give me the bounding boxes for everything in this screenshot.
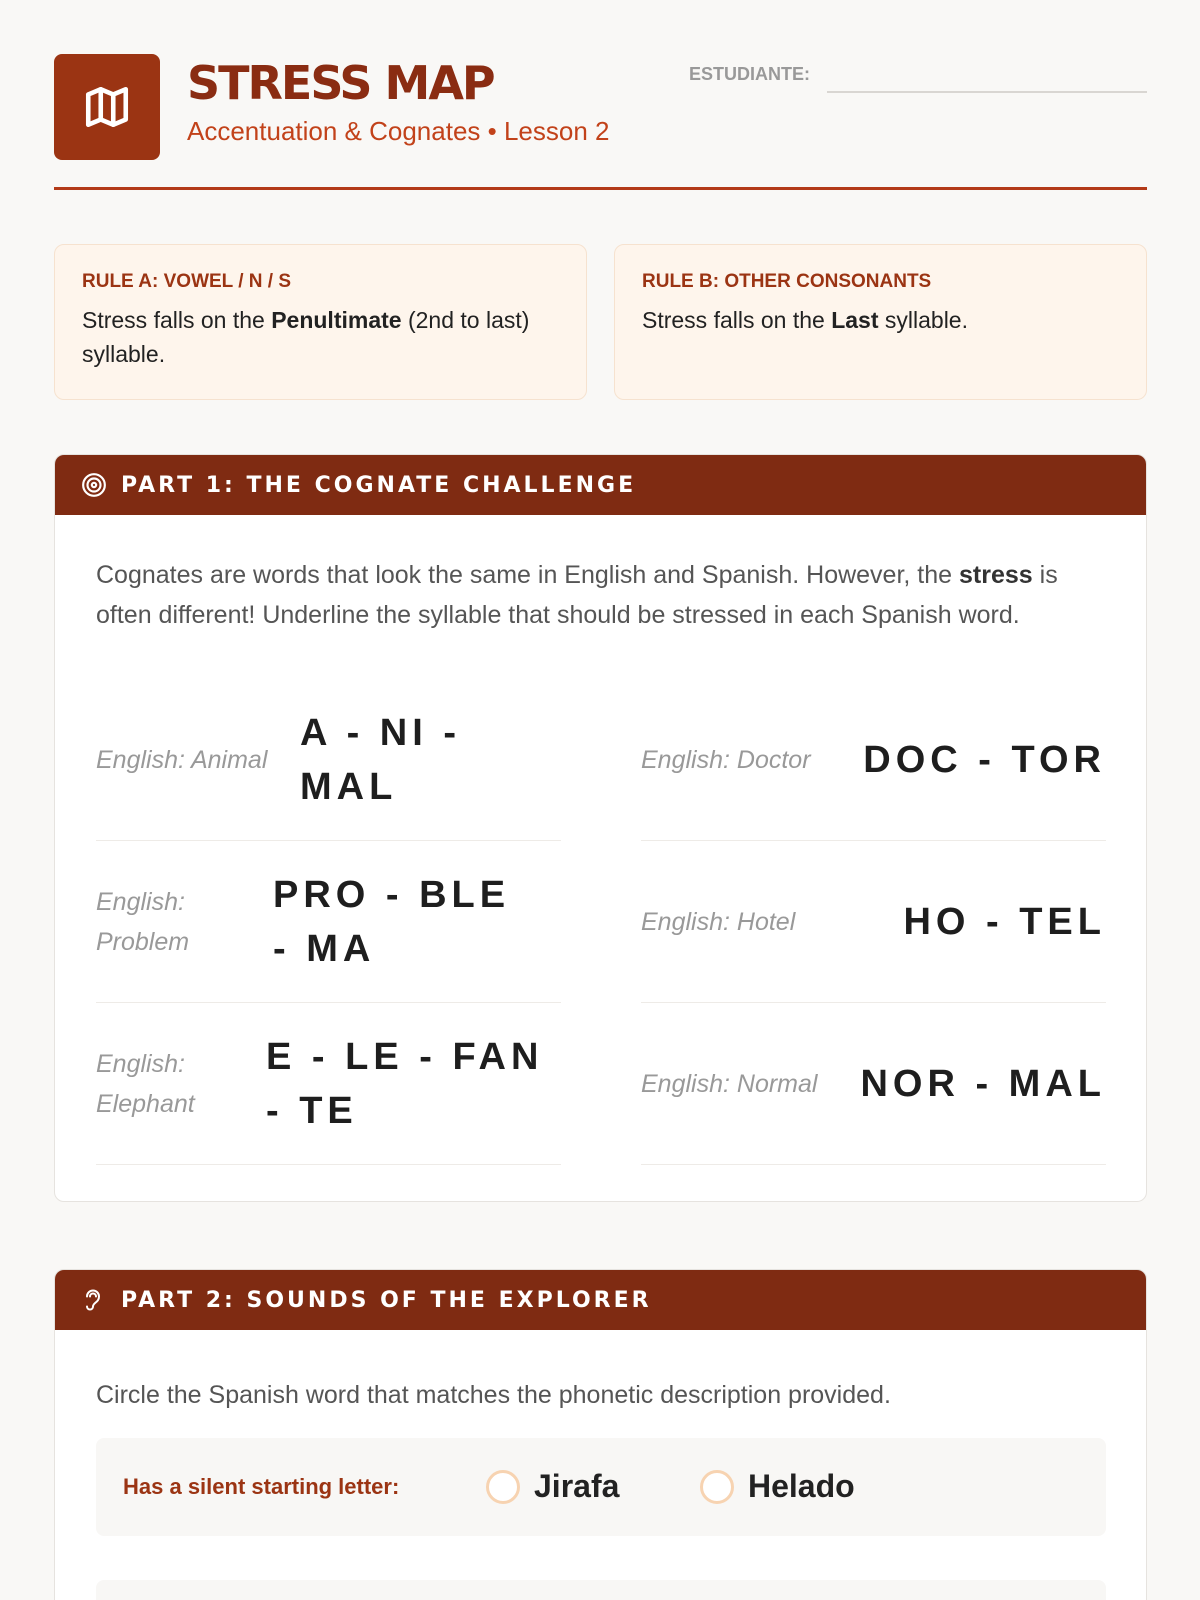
- spanish-word[interactable]: NOR - MAL: [860, 1062, 1106, 1105]
- worksheet: [54, 0, 1147, 1504]
- phonetic-row: [96, 1580, 1106, 1600]
- part2-title: PART 2: SOUNDS OF THE EXPLORER: [121, 1287, 652, 1313]
- part1-intro: Cognates are words that look the same in English and Spanish. However, the stress is often different! Underline the syllable that should be stressed in each Spanish word.: [96, 561, 1058, 629]
- rule-b-text: Stress falls on the Last syllable.: [642, 307, 968, 333]
- part2-section: [54, 1269, 1147, 1600]
- option-label: Helado: [748, 1468, 855, 1504]
- map-icon: [82, 82, 132, 132]
- option-jirafa[interactable]: [486, 1468, 619, 1505]
- word-row: [641, 1003, 1106, 1165]
- student-name-field[interactable]: [827, 91, 1147, 93]
- english-word: English: Doctor: [641, 745, 811, 774]
- english-word: English: Elephant: [96, 1049, 195, 1118]
- phonetic-description: Has a silent starting letter:: [123, 1474, 400, 1499]
- radio-circle[interactable]: [486, 1470, 520, 1504]
- word-row: [96, 679, 561, 841]
- logo: [54, 54, 160, 160]
- option-label: Jirafa: [534, 1468, 620, 1504]
- word-row: [96, 841, 561, 1003]
- page-title: STRESS MAP: [187, 56, 494, 110]
- part1-intro-emphasis: stress: [959, 561, 1033, 589]
- word-row: [641, 679, 1106, 841]
- spanish-word[interactable]: HO - TEL: [903, 900, 1106, 943]
- rule-b-card: [614, 244, 1147, 400]
- english-word: English: Problem: [96, 887, 190, 956]
- rule-b-label: RULE B: OTHER CONSONANTS: [642, 271, 932, 292]
- phonetic-row: [96, 1438, 1106, 1536]
- rule-b-emphasis: Last: [831, 307, 879, 333]
- rule-a-label: RULE A: VOWEL / N / S: [82, 271, 292, 292]
- part2-intro: Circle the Spanish word that matches the phonetic description provided.: [96, 1381, 891, 1409]
- english-word: English: Animal: [96, 745, 268, 774]
- word-row: [641, 841, 1106, 1003]
- ear-icon: [81, 1287, 107, 1313]
- rule-a-emphasis: Penultimate: [271, 307, 402, 333]
- part1-section: [54, 454, 1147, 1202]
- english-word: English: Normal: [641, 1069, 818, 1098]
- spanish-word[interactable]: E - LE - FAN - TE: [266, 1035, 544, 1132]
- part1-title: PART 1: THE COGNATE CHALLENGE: [121, 472, 637, 498]
- radio-circle[interactable]: [700, 1470, 734, 1504]
- page-subtitle: Accentuation & Cognates • Lesson 2: [187, 116, 610, 146]
- part2-header: [55, 1270, 1146, 1330]
- rule-a-card: [54, 244, 587, 400]
- word-row: [96, 1003, 561, 1165]
- header: [54, 0, 1147, 190]
- rule-a-text: Stress falls on the Penultimate (2nd to last) syllable.: [82, 307, 530, 367]
- spanish-word[interactable]: DOC - TOR: [863, 738, 1106, 781]
- student-label: ESTUDIANTE:: [689, 64, 810, 84]
- target-icon: [81, 472, 107, 498]
- part1-header: [55, 455, 1146, 515]
- spanish-word[interactable]: PRO - BLE - MA: [273, 873, 511, 970]
- english-word: English: Hotel: [641, 907, 796, 936]
- option-helado[interactable]: [700, 1468, 855, 1505]
- spanish-word[interactable]: A - NI - MAL: [300, 711, 462, 808]
